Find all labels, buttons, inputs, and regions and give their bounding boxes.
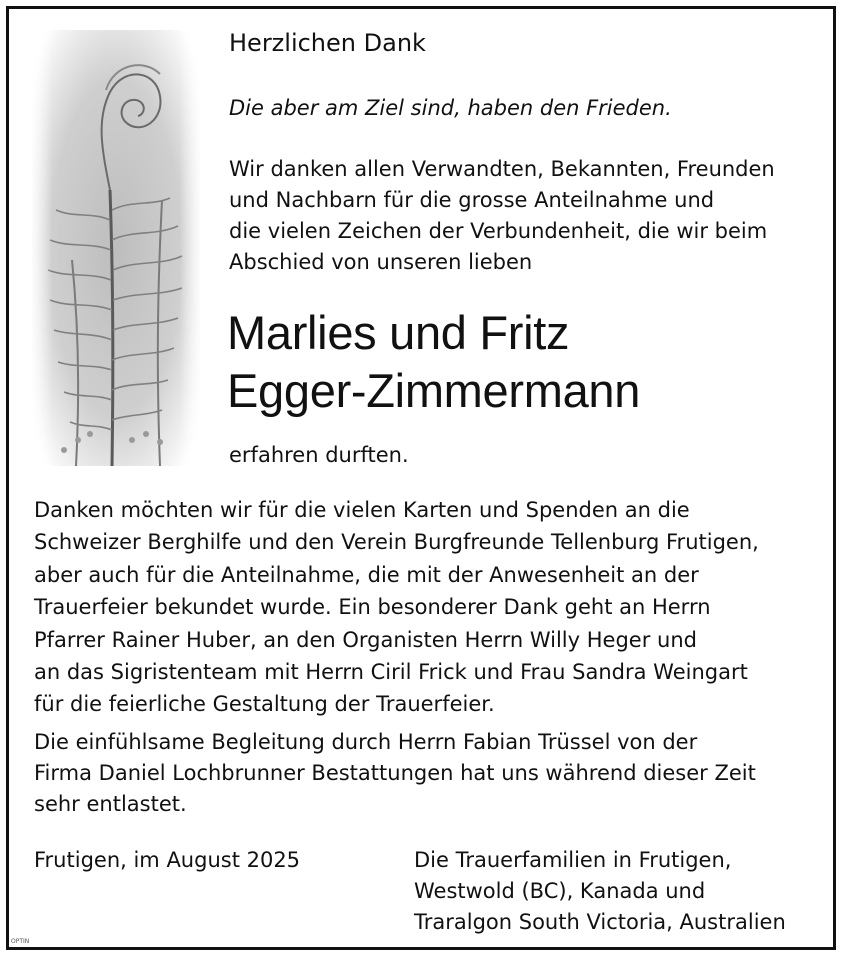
support-line: sehr entlastet. [34,792,187,816]
deceased-names [227,304,640,420]
support-paragraph [34,727,756,820]
intro-closing: erfahren durften. [229,443,409,467]
thanks-line: Pfarrer Rainer Huber, an den Organisten Herrn Willy Heger und [34,627,697,652]
notice-motto: Die aber am Ziel sind, haben den Frieden. [229,96,672,120]
intro-line: Wir danken allen Verwandten, Bekannten, Freunden [229,157,775,181]
thanks-line: Schweizer Berghilfe und den Verein Burgfreunde Tellenburg Frutigen, [34,530,759,555]
support-line: Firma Daniel Lochbrunner Bestattungen hat uns während dieser Zeit [34,761,756,785]
thanks-line: für die feierliche Gestaltung der Trauerfeier. [34,692,495,717]
place-and-date: Frutigen, im August 2025 [34,848,301,872]
intro-line: und Nachbarn für die grosse Anteilnahme und [229,188,715,212]
thanks-line: an das Sigristenteam mit Herrn Ciril Frick und Frau Sandra Weingart [34,660,748,685]
intro-line: die vielen Zeichen der Verbundenheit, die wir beim [229,219,768,243]
families-line: Westwold (BC), Kanada und [414,879,706,903]
deceased-names-line: Marlies und Fritz [227,306,570,359]
thanks-line: Danken möchten wir für die vielen Karten und Spenden an die [34,498,690,522]
families-line: Die Trauerfamilien in Frutigen, [414,848,732,872]
intro-line: Abschied von unseren lieben [229,250,533,274]
intro-paragraph [229,154,775,278]
deceased-names-line: Egger-Zimmermann [227,364,641,417]
thanks-line: Trauerfeier bekundet wurde. Ein besonderer Dank geht an Herrn [34,595,711,620]
thanks-line: aber auch für die Anteilnahme, die mit der Anwesenheit an der [34,562,699,587]
fern-frond-image [32,30,200,466]
support-line: Die einfühlsame Begleitung durch Herrn Fabian Trüssel von der [34,730,698,754]
families-line: Traralgon South Victoria, Australien [414,910,786,934]
notice-heading: Herzlichen Dank [229,29,426,57]
thanks-paragraph [34,494,759,721]
publisher-tag: OPTIN [11,938,30,945]
signature-families [414,845,786,938]
